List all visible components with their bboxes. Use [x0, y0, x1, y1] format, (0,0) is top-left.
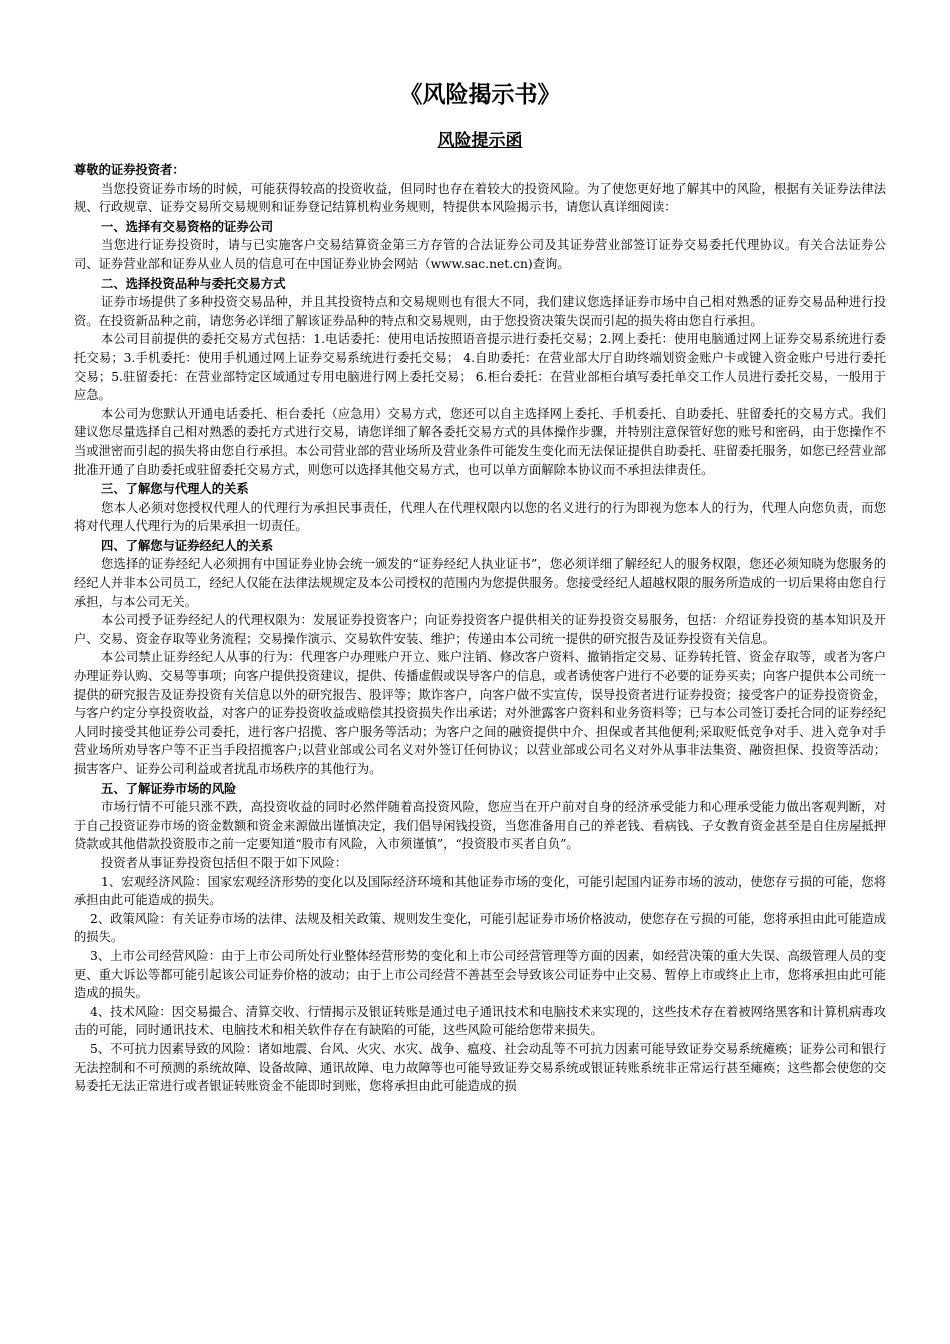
section-4-paragraph: 本公司授予证券经纪人的代理权限为：发展证券投资客户；向证券投资客户提供相关的证券投资交易服务，包括：介绍证券投资的基本知识及开户、交易、资金存取等业务流程；交易操作演示、交易软件安装、维护；传递由本公司统一提供的研究报告及证券投资有关信息。: [74, 613, 886, 646]
document-subtitle: 风险提示函: [437, 131, 523, 151]
section-heading-5: 五、了解证券市场的风险: [101, 781, 237, 796]
section-2-paragraph: 本公司目前提供的委托交易方式包括：1.电话委托：使用电话按照语音提示进行委托交易；2.网上委托：使用电脑通过网上证券交易系统进行委托交易；3.手机委托：使用手机通过网上证券交易系统进行委托交易； 4.自助委托：在营业部大厅自助终端划资金账户卡或键入资金账户号进行委托交易；5.驻留委托：在营业部特定区域通过专用电脑进行网上委托交易； 6.柜台委托：在营业部柜台填写委托单交工作人员进行委托交易，一般用于应急。: [74, 332, 886, 403]
section-heading-2: 二、选择投资品种与委托交易方式: [101, 276, 286, 291]
section-heading-1: 一、选择有交易资格的证券公司: [101, 219, 274, 234]
section-heading-4: 四、了解您与证券经纪人的关系: [101, 538, 274, 553]
section-heading-3: 三、了解您与代理人的关系: [101, 482, 249, 497]
risk-item: 2、政策风险：有关证券市场的法律、法规及相关政策、规则发生变化，可能引起证券市场价格波动，使您存在亏损的可能，您将承担由此可能造成的损失。: [74, 911, 886, 945]
risk-item: 5、不可抗力因素导致的风险：诸如地震、台风、火灾、水灾、战争、瘟疫、社会动乱等不可抗力因素可能导致证券交易系统瘫痪；证券公司和银行无法控制和不可预测的系统故障、设备故障、通讯故障、电力故障等也可能导致证券交易系统或银证转账系统非正常运行甚至瘫痪；这些都会使您的交易委托无法正常进行或者银证转账资金不能即时到账，您将承担由此可能造成的损: [74, 1041, 886, 1094]
risk-item: 1、宏观经济风险：国家宏观经济形势的变化以及国际经济环境和其他证券市场的变化，可能引起国内证券市场的波动，使您存亏损的可能，您将承担由此可能造成的损失。: [74, 874, 886, 908]
intro-paragraph: 当您投资证券市场的时候，可能获得较高的投资收益，但同时也存在着较大的投资风险。为了使您更好地了解其中的风险，根据有关证券法律法规、行政规章、证券交易所交易规则和证券登记结算机构业务规则，特提供本风险揭示书，请您认真详细阅读：: [74, 181, 886, 215]
section-1-paragraph: 当您进行证券投资时，请与已实施客户交易结算资金第三方存管的合法证券公司及其证券营业部签订证券交易委托代理协议。有关合法证券公司、证券营业部和证券从业人员的信息可在中国证券业协会网站（www.sac.net.cn)查询。: [74, 238, 886, 271]
document-title: 《风险揭示书》: [399, 82, 561, 108]
risk-item: 4、技术风险：因交易撮合、清算交收、行情揭示及银证转账是通过电子通讯技术和电脑技术来实现的，这些技术存在着被网络黑客和计算机病毒攻击的可能，同时通讯技术、电脑技术和相关软件存在有缺陷的可能，这些风险可能给您带来损失。: [74, 1004, 886, 1038]
section-5-paragraph: 市场行情不可能只涨不跌，高投资收益的同时必然伴随着高投资风险，您应当在开户前对自身的经济承受能力和心理承受能力做出客观判断，对于自己投资证券市场的资金数额和资金来源做出谨慎决定，我们倡导闲钱投资，当您准备用自己的养老钱、看病钱、子女教育资金甚至是自住房屋抵押贷款或其他借款投资股市之前一定要知道“股市有风险，入市须谨慎”，“投资股市买者自负”。: [74, 800, 886, 852]
risk-item: 3、上市公司经营风险：由于上市公司所处行业整体经营形势的变化和上市公司经营管理等方面的因素，如经营决策的重大失误、高级管理人员的变更、重大诉讼等都可能引起该公司证券价格的波动；由于上市公司经营不善甚至会导致该公司证券中止交易、暂停上市或终止上市，您将承担由此可能造成的损失。: [74, 948, 886, 1001]
section-2-paragraph: 证券市场提供了多种投资交易品种，并且其投资特点和交易规则也有很大不同，我们建议您选择证券市场中自己相对熟悉的证券交易品种进行投资。在投资新品种之前，请您务必详细了解该证券品种的特点和交易规则，由于您投资决策失误而引起的损失将由您自行承担。: [74, 295, 886, 328]
section-4-paragraph: 您选择的证券经纪人必须拥有中国证券业协会统一颁发的“证券经纪人执业证书”，您必须详细了解经纪人的服务权限，您还必须知晓为您服务的经纪人并非本公司员工，经纪人仅能在法律法规规定及本公司授权的范围内为您提供服务。您接受经纪人超越权限的服务所造成的一切后果将由您自行承担，与本公司无关。: [74, 557, 886, 609]
salutation: 尊敬的证券投资者：: [74, 163, 185, 177]
section-2-paragraph: 本公司为您默认开通电话委托、柜台委托（应急用）交易方式，您还可以自主选择网上委托、手机委托、自助委托、驻留委托的交易方式。我们建议您尽量选择自己相对熟悉的委托方式进行交易，请您详细了解各委托交易方式的具体操作步骤，并特别注意保管好您的账号和密码，由于您操作不当或泄密而引起的损失将由您自行承担。本公司营业部的营业场所及营业条件可能发生变化而无法保证提供自助委托、驻留委托服务，如您已经营业部批准开通了自助委托或驻留委托交易方式，则您可以选择其他交易方式，也可以单方面解除本协议而不承担法律责任。: [74, 406, 886, 477]
section-4-paragraph: 本公司禁止证券经纪人从事的行为：代理客户办理账户开立、账户注销、修改客户资料、撤销指定交易、证券转托管、资金存取等，或者为客户办理证券认购、交易等事项；向客户提供投资建议，提供、传播虚假或误导客户的信息，或者诱使客户进行不必要的证券买卖；向客户提供本公司统一提供的研究报告及证券投资有关信息以外的研究报告、股评等；欺诈客户，向客户做不实宣传，误导投资者进行证券投资；接受客户的证券投资资金，与客户约定分享投资收益，对客户的证券投资收益或赔偿其投资损失作出承诺；对外泄露客户资料和业务资料等；已与本公司签订委托合同的证券经纪人同时接受其他证券公司委托，进行客户招揽、客户服务等活动；为客户之间的融资提供中介、担保或者其他便利;采取贬低竞争对手、进入竞争对手营业场所劝导客户等不正当手段招揽客户;以营业部或公司名义对外签订任何协议；以营业部或公司名义对外从事非法集资、融资担保、投资等活动；损害客户、证券公司利益或者扰乱市场秩序的其他行为。: [74, 650, 886, 776]
document-body: [74, 161, 886, 1096]
section-5-paragraph: 投资者从事证券投资包括但不限于如下风险：: [101, 855, 347, 870]
section-3-paragraph: 您本人必须对您授权代理人的代理行为承担民事责任，代理人在代理权限内以您的名义进行的行为即视为您本人的行为，代理人向您负责，而您将对代理人代理行为的后果承担一切责任。: [74, 500, 886, 534]
